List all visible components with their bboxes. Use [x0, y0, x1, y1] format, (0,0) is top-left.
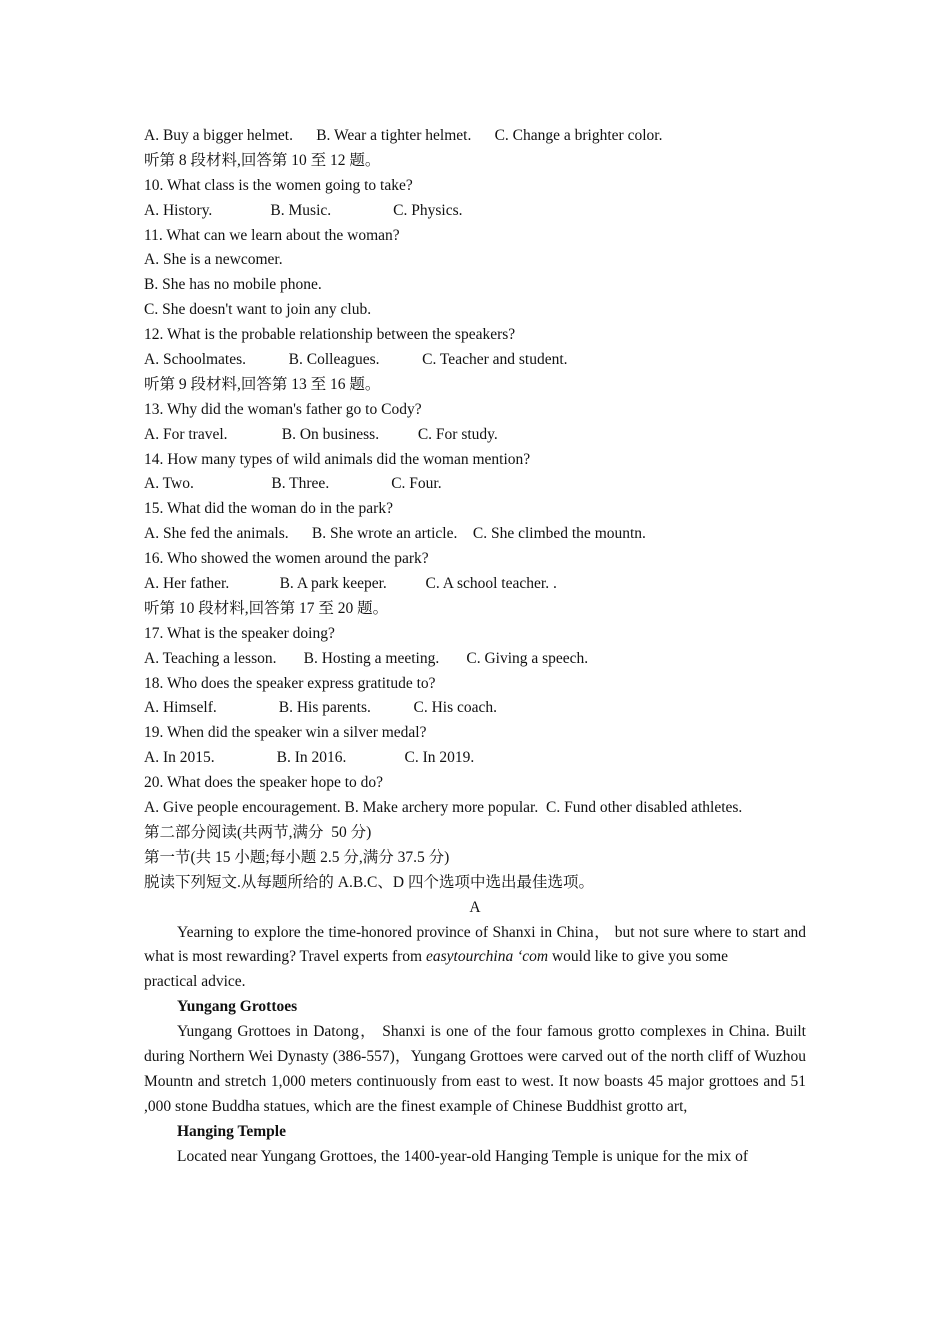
reading-instruction: 脱读下列短文.从每题所给的 A.B.C、D 四个选项中选出最佳选项。	[144, 873, 594, 891]
question-13: 13. Why did the woman's father go to Cody?	[144, 400, 422, 418]
intro-text-before: Yearning to explore the time-honored province of Shanxi in China， but not sure where to start and what is most rewarding? Travel experts from	[144, 923, 806, 966]
intro-text-after: would like to give you some	[548, 948, 729, 966]
question-15: 15. What did the woman do in the park?	[144, 500, 393, 518]
heading-yungang-grottoes: Yungang Grottoes	[177, 998, 298, 1016]
q10-options: A. History. B. Music. C. Physics.	[144, 201, 463, 219]
paragraph-hanging-temple: Located near Yungang Grottoes, the 1400-year-old Hanging Temple is unique for the mix of	[177, 1147, 749, 1165]
q18-options: A. Himself. B. His parents. C. His coach.	[144, 699, 498, 717]
section-9-instruction: 听第 9 段材料,回答第 13 至 16 题。	[144, 375, 381, 393]
q11-option-b: B. She has no mobile phone.	[144, 276, 322, 294]
q15-options: A. She fed the animals. B. She wrote an article. C. She climbed the mountn.	[144, 525, 646, 543]
q11-option-c: C. She doesn't want to join any club.	[144, 301, 372, 319]
exam-page	[144, 124, 806, 1170]
section-1-heading: 第一节(共 15 小题;每小题 2.5 分,满分 37.5 分)	[144, 848, 450, 866]
q14-options: A. Two. B. Three. C. Four.	[144, 475, 442, 493]
question-17: 17. What is the speaker doing?	[144, 624, 335, 642]
q19-options: A. In 2015. B. In 2016. C. In 2019.	[144, 749, 475, 767]
paragraph-yungang: Yungang Grottoes in Datong， Shanxi is one of the four famous grotto complexes in China. Built during Northern Wei Dynasty (386-557)，Yungang Grottoes were carved out of the north cliff of Wuzhou Mountn and stretch 1,000 meters continuously from east to west. It now boasts 45 major grottoes and 51 ,000 stone Buddha statues, which are the finest example of Chinese Buddhist grotto art,	[144, 1023, 806, 1115]
q17-options: A. Teaching a lesson. B. Hosting a meeting. C. Giving a speech.	[144, 649, 589, 667]
question-14: 14. How many types of wild animals did the woman mention?	[144, 450, 531, 468]
part-2-heading: 第二部分阅读(共两节,满分 50 分)	[144, 823, 372, 841]
question-11: 11. What can we learn about the woman?	[144, 226, 400, 244]
intro-end: practical advice.	[144, 973, 246, 991]
section-10-instruction: 听第 10 段材料,回答第 17 至 20 题。	[144, 599, 389, 617]
q9-options: A. Buy a bigger helmet. B. Wear a tighter helmet. C. Change a brighter color.	[144, 127, 663, 144]
q12-options: A. Schoolmates. B. Colleagues. C. Teacher and student.	[144, 351, 568, 369]
q20-options: A. Give people encouragement. B. Make archery more popular. C. Fund other disabled athletes.	[144, 799, 743, 817]
q16-options: A. Her father. B. A park keeper. C. A school teacher. .	[144, 575, 557, 593]
heading-hanging-temple: Hanging Temple	[177, 1122, 286, 1140]
question-20: 20. What does the speaker hope to do?	[144, 774, 384, 792]
question-10: 10. What class is the women going to take?	[144, 176, 413, 194]
question-19: 19. When did the speaker win a silver medal?	[144, 724, 427, 742]
intro-site-name: easytourchina ‘com	[425, 948, 549, 966]
question-18: 18. Who does the speaker express gratitude to?	[144, 674, 436, 692]
q11-option-a: A. She is a newcomer.	[144, 251, 283, 269]
passage-label: A	[469, 898, 481, 916]
section-8-instruction: 听第 8 段材料,回答第 10 至 12 题。	[144, 151, 381, 169]
q13-options: A. For travel. B. On business. C. For study.	[144, 425, 498, 443]
question-16: 16. Who showed the women around the park?	[144, 550, 429, 568]
passage-intro	[144, 921, 806, 971]
question-12: 12. What is the probable relationship between the speakers?	[144, 326, 516, 344]
